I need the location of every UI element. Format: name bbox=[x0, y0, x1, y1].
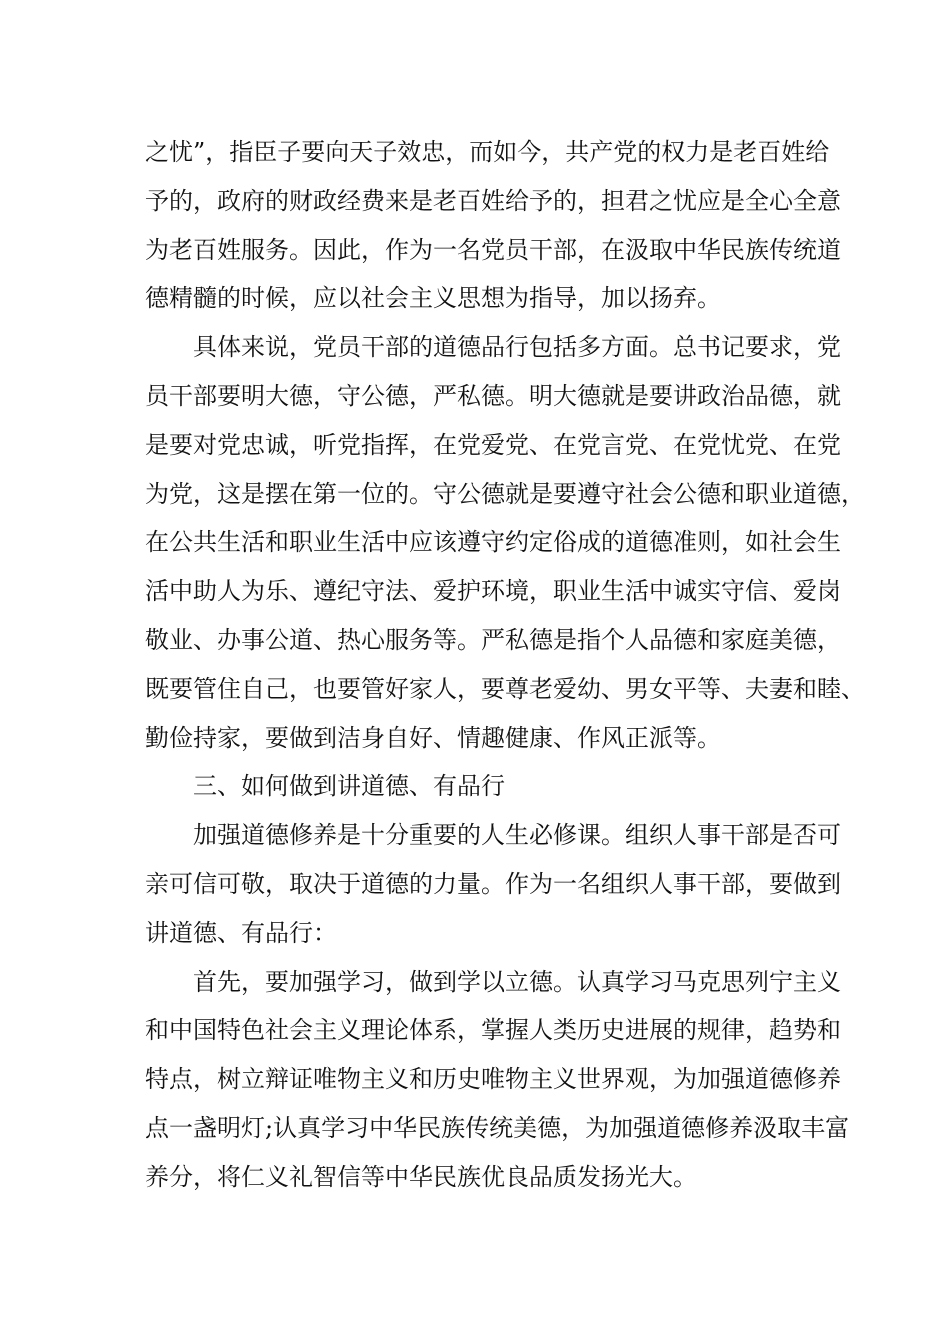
text-line: 在公共生活和职业生活中应该遵守约定俗成的道德准则，如社会生 bbox=[145, 528, 841, 557]
text-line: 予的，政府的财政经费来是老百姓给予的，担君之忧应是全心全意 bbox=[145, 186, 841, 215]
text-line: 敬业、办事公道、热心服务等。严私德是指个人品德和家庭美德， bbox=[145, 625, 841, 654]
text-line: 讲道德、有品行： bbox=[145, 918, 337, 947]
body-text bbox=[145, 128, 865, 1202]
text-line: 勤俭持家，要做到洁身自好、情趣健康、作风正派等。 bbox=[145, 723, 721, 752]
text-line: 为党，这是摆在第一位的。守公德就是要遵守社会公德和职业道德， bbox=[145, 479, 865, 508]
text-line: 养分，将仁义礼智信等中华民族优良品质发扬光大。 bbox=[145, 1162, 697, 1191]
text-line: 三、如何做到讲道德、有品行 bbox=[193, 772, 505, 801]
text-line: 员干部要明大德，守公德，严私德。明大德就是要讲政治品德，就 bbox=[145, 381, 841, 410]
text-line: 德精髓的时候，应以社会主义思想为指导，加以扬弃。 bbox=[145, 284, 721, 313]
text-line: 活中助人为乐、遵纪守法、爱护环境，职业生活中诚实守信、爱岗 bbox=[145, 577, 841, 606]
text-line: 既要管住自己，也要管好家人，要尊老爱幼、男女平等、夫妻和睦、 bbox=[145, 674, 865, 703]
text-line: 具体来说，党员干部的道德品行包括多方面。总书记要求，党 bbox=[193, 333, 841, 362]
text-line: 之忧”，指臣子要向天子效忠，而如今，共产党的权力是老百姓给 bbox=[145, 138, 830, 166]
text-line: 是要对党忠诚，听党指挥，在党爱党、在党言党、在党忧党、在党 bbox=[145, 430, 841, 459]
text-line: 加强道德修养是十分重要的人生必修课。组织人事干部是否可 bbox=[193, 821, 841, 850]
text-line: 为老百姓服务。因此，作为一名党员干部，在汲取中华民族传统道 bbox=[145, 235, 841, 264]
text-line: 首先，要加强学习，做到学以立德。认真学习马克思列宁主义 bbox=[193, 967, 841, 996]
text-line: 点一盏明灯;认真学习中华民族传统美德，为加强道德修养汲取丰富 bbox=[145, 1113, 850, 1142]
text-line: 和中国特色社会主义理论体系，掌握人类历史进展的规律，趋势和 bbox=[145, 1016, 841, 1045]
text-line: 特点，树立辩证唯物主义和历史唯物主义世界观，为加强道德修养 bbox=[145, 1065, 841, 1094]
text-line: 亲可信可敬，取决于道德的力量。作为一名组织人事干部，要做到 bbox=[145, 869, 841, 898]
